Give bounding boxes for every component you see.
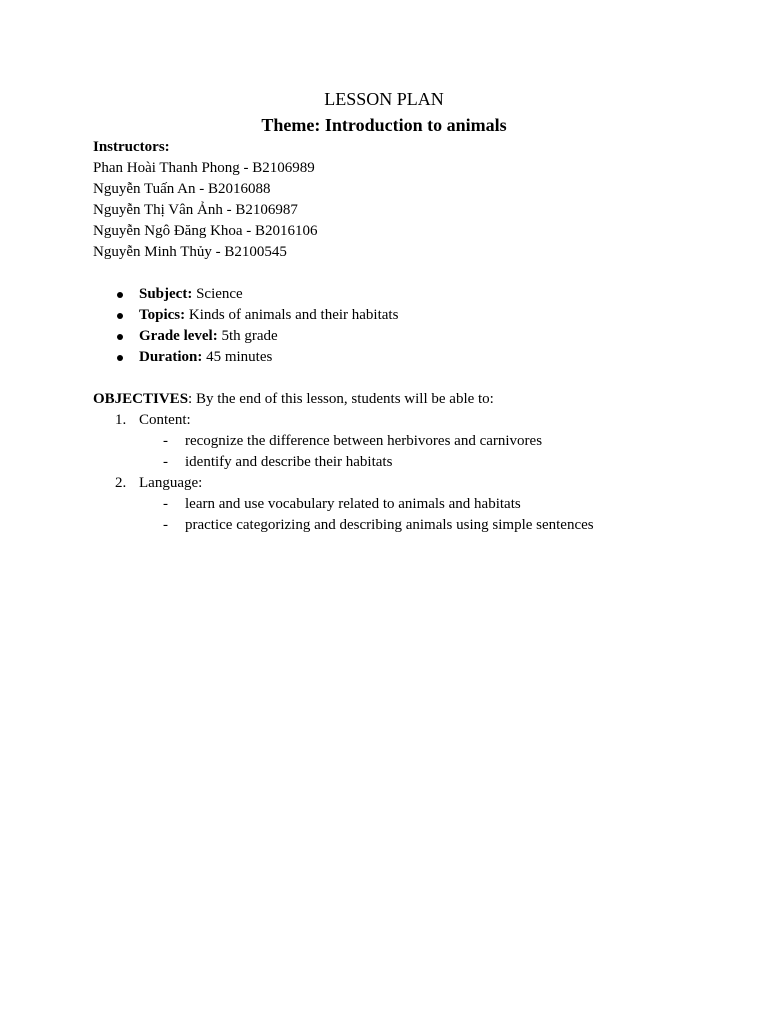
document-title: LESSON PLAN [324, 89, 444, 109]
bullet-icon [117, 355, 123, 361]
detail-value: 45 minutes [202, 349, 273, 365]
dash-bullet: - [163, 433, 168, 449]
document-theme: Theme: Introduction to animals [261, 115, 507, 135]
objective-point: recognize the difference between herbivores and carnivores [185, 433, 543, 449]
objective-point: identify and describe their habitats [185, 454, 393, 470]
instructor-name: Nguyễn Thị Vân Ảnh - B2106987 [93, 202, 298, 218]
list-number: 2. [115, 475, 127, 491]
detail-value: 5th grade [217, 328, 278, 344]
dash-bullet: - [163, 454, 168, 470]
instructor-name: Phan Hoài Thanh Phong - B2106989 [93, 160, 315, 176]
list-number: 1. [115, 412, 127, 428]
instructors-label: Instructors: [93, 139, 170, 155]
objectives-label: OBJECTIVES [93, 391, 189, 407]
detail-label: Duration: [139, 349, 203, 365]
instructor-name: Nguyễn Tuấn An - B2016088 [93, 181, 271, 197]
detail-label: Subject: [139, 286, 193, 302]
instructor-name: Nguyễn Minh Thủy - B2100545 [93, 244, 287, 260]
bullet-icon [117, 292, 123, 298]
detail-label: Grade level: [139, 328, 218, 344]
objectives-intro: : By the end of this lesson, students will be able to: [188, 391, 494, 407]
detail-subject [139, 284, 243, 305]
detail-label: Topics: [139, 307, 186, 323]
objectives-heading [93, 389, 494, 410]
detail-value: Science [192, 286, 243, 302]
objective-title: Language: [139, 475, 203, 491]
detail-duration [139, 347, 272, 368]
objective-point: learn and use vocabulary related to animals and habitats [185, 496, 521, 512]
detail-topics [139, 305, 398, 326]
detail-grade-level [139, 326, 278, 347]
dash-bullet: - [163, 517, 168, 533]
bullet-icon [117, 334, 123, 340]
detail-value: Kinds of animals and their habitats [185, 307, 399, 323]
instructor-name: Nguyễn Ngô Đăng Khoa - B2016106 [93, 223, 318, 239]
dash-bullet: - [163, 496, 168, 512]
bullet-icon [117, 313, 123, 319]
objective-title: Content: [139, 412, 191, 428]
objective-point: practice categorizing and describing animals using simple sentences [185, 517, 594, 533]
